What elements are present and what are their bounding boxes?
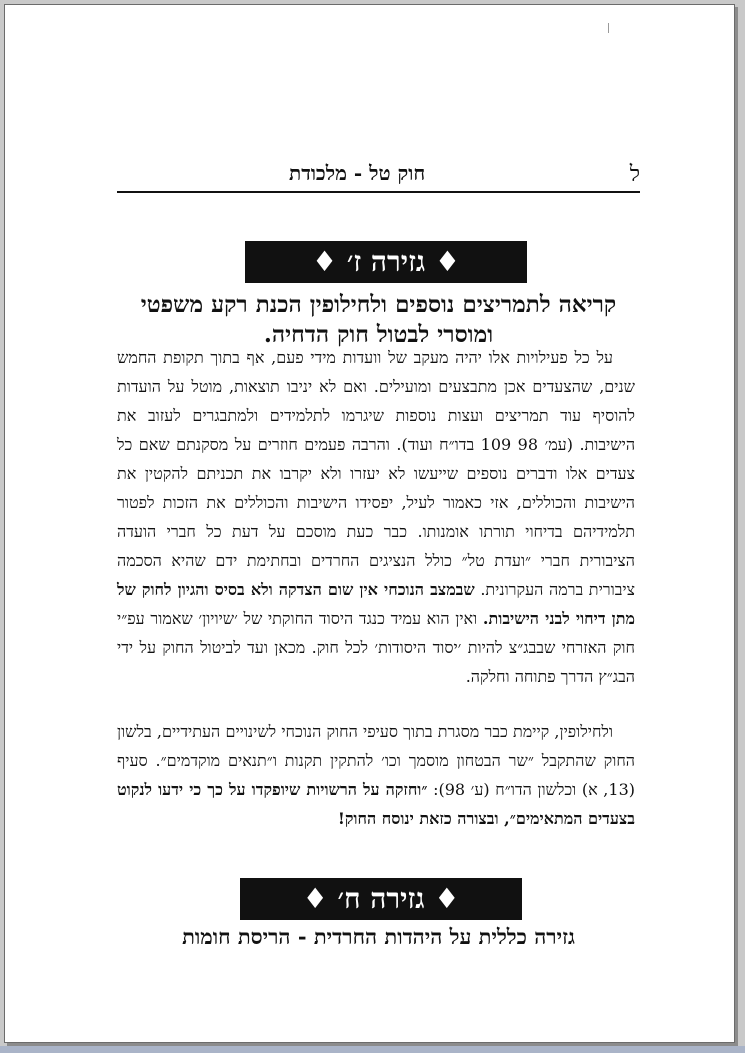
section-title-7: קריאה לתמריצים נוספים ולחילופין הכנת רקע משפטי ומוסרי לבטול חוק הדחיה. [140, 291, 617, 348]
running-title: חוק טל - מלכודת [289, 161, 426, 185]
viewer-bottom-bar [0, 1046, 745, 1053]
paragraph-b-text: ולחילופין, קיימת כבר מסגרת בתוך סעיפי החוק הנוכחי לשינויים העתידיים, בלשון החוק שהתקבל ״שר הבטחון מוסמך וכו׳ להתקין תקנות ו״תנאים מוקדמים״. סעיף (13, א) וכלשון הדו״ח (ע׳ 98): [117, 722, 635, 799]
paragraph-a-bold: שבמצב הנוכחי אין שום הצדקה ולא בסיס והגיון לחוק של מתן דיחוי לבני הישיבות. [117, 580, 636, 628]
paragraph-a [117, 343, 635, 691]
page-number: ל [629, 162, 640, 187]
section-banner-8: ♦ גזירה ח׳ ♦ [240, 878, 522, 920]
paragraph-a-end: ואין הוא עמיד כנגד היסוד החוקתי של ׳שיויון׳ שאמור עפ״י חוק האזרחי שבבג״צ להיות ׳יסוד היסודות׳ לכל חוק. מכאן ועד לביטול החוק על ידי הבג״ץ הדרך פתוחה וחלקה. [117, 609, 635, 686]
paragraph-a-text: על כל פעילויות אלו יהיה מעקב של וועדות מידי פעם, אף בתוך תקופת החמש שנים, שהצעדים אכן מתבצעים ומועילים. ואם לא יניבו תוצאות, מוטל על הועדות להוסיף עוד תמריצים ועצות נוספות שיגרמו לתלמידים ולמתבגרים לעזוב את הישיבות. (עמ׳ 98 109 בדו״ח ועוד). והרבה פעמים חוזרים על מסקנתם שאם כל צעדים אלו ודברים נוספים שייעשו לא יעזרו ולא יקרבו את תכניתם להקטין את הישיבות והכוללים, אזי כאמור לעיל, יפסידו הישיבות והכוללים את הזכות לפטור תלמידיהם בדיחוי תורתו אומנותו. כבר כעת מוסכם על דעת כל חברי הועדה הציבורית חברי ״ועדת טל״ כולל הנציגים החרדים ובחתימת ידם שהיא הסכמה ציבורית ברמה העקרונית. [117, 348, 636, 599]
page-header [117, 159, 640, 193]
section-body-7 [117, 343, 635, 691]
page-edge-mark [608, 23, 609, 33]
section-banner-7: ♦ גזירה ז׳ ♦ [245, 241, 527, 283]
paragraph-b-bold: ״וחזקה על הרשויות שיופקדו על כך כי ידעו לנקוט בצעדים המתאימים״, ובצורה כזאת ינוסח החוק! [117, 780, 635, 828]
section-body-7b [117, 717, 635, 833]
section-title-8: גזירה כללית על היהדות החרדית - הריסת חומות [182, 924, 575, 949]
header-rule [117, 191, 640, 193]
paragraph-b [117, 717, 635, 833]
document-page [4, 4, 735, 1043]
